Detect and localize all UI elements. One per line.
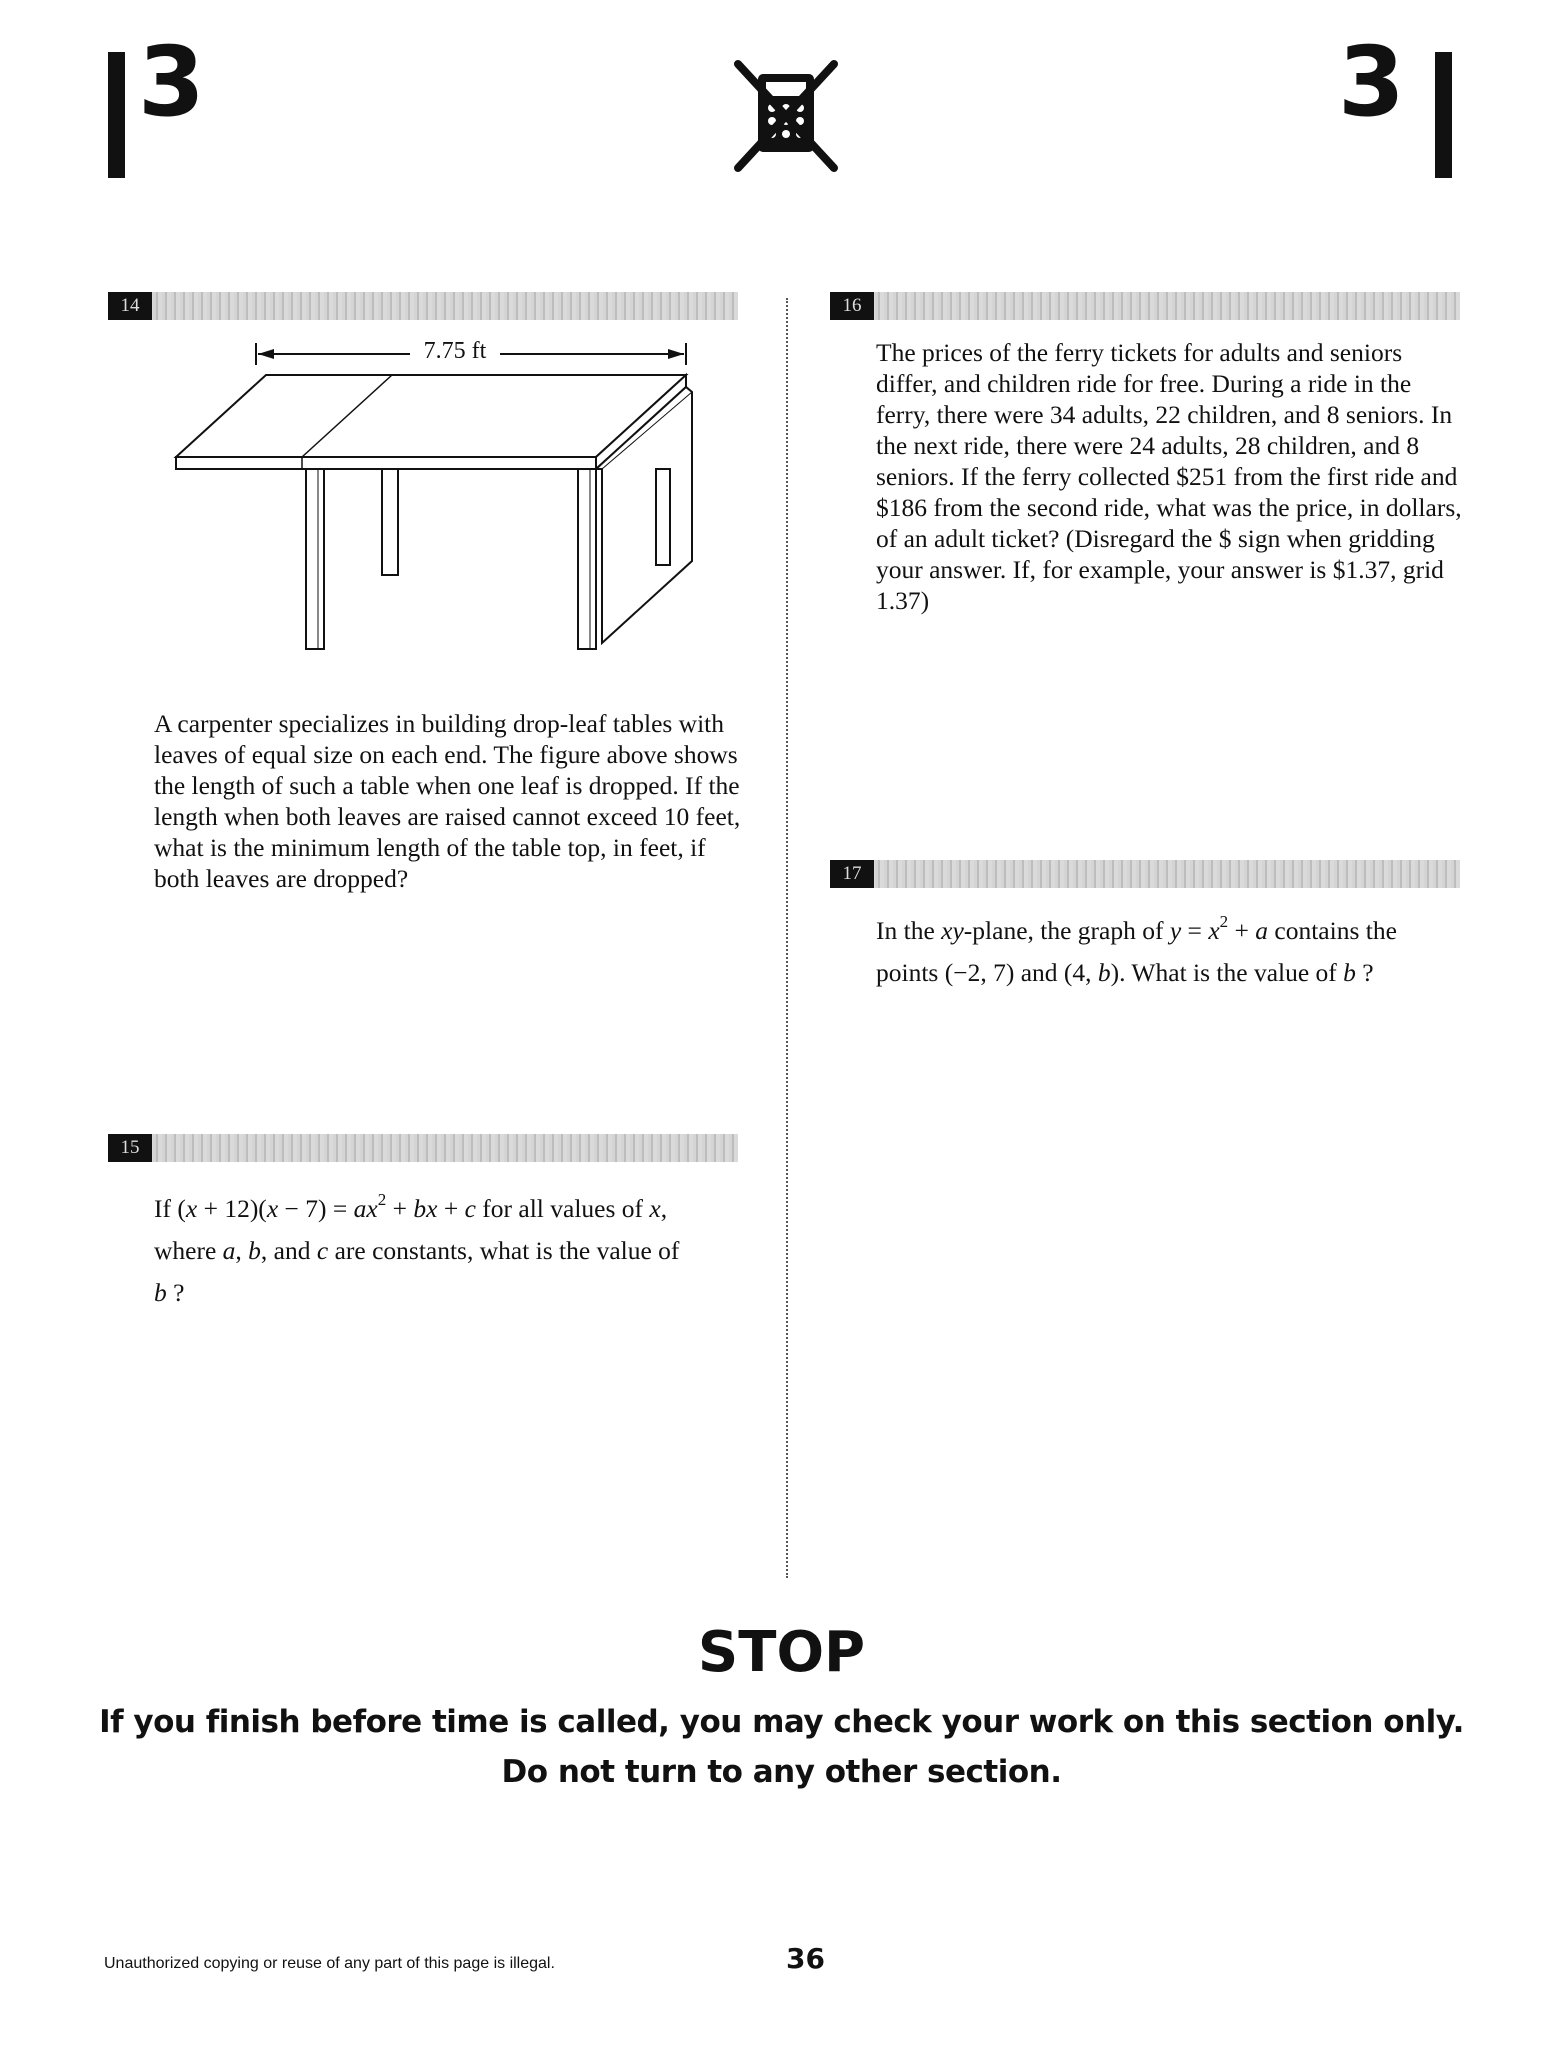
- question-bar-15: [108, 1134, 738, 1162]
- figure-dimension-label: 7.75 ft: [410, 336, 500, 366]
- column-divider: [786, 298, 788, 1578]
- drop-leaf-table-figure: [170, 335, 710, 665]
- question-text-17: [876, 910, 1476, 994]
- question-15-line-3: b ?: [154, 1278, 185, 1307]
- question-bar-16: [830, 292, 1460, 320]
- stop-instruction-line-1: If you finish before time is called, you may check your work on this section only.: [99, 1704, 1464, 1740]
- question-text-16: The prices of the ferry tickets for adults and seniors differ, and children ride for free. During a ride in the ferry, there were 34 adults, 22 children, and 8 seniors. In the next ride, there were 24 adults, 28 children, and 8 seniors. If the ferry collected $251 from the first ride and $186 from the second ride, what was the price, in dollars, of an adult ticket? (Disregard the $ sign when gridding your answer. If, for example, your answer is $1.37, grid 1.37): [876, 338, 1462, 615]
- no-calculator-icon: [728, 58, 844, 176]
- question-text-14: A carpenter specializes in building drop-leaf tables with leaves of equal size on each end. The figure above shows the length of such a table when one leaf is dropped. If the length when both leaves are raised cannot exceed 10 feet, what is the minimum length of the table top, in feet, if both leaves are dropped?: [154, 709, 741, 893]
- section-bar-right: [1435, 52, 1452, 178]
- section-number-left: 3: [138, 26, 203, 138]
- copyright-notice: Unauthorized copying or reuse of any part of this page is illegal.: [104, 1955, 555, 1972]
- question-number-15: 15: [108, 1134, 152, 1162]
- stop-title: STOP: [697, 1620, 866, 1685]
- page-number: 36: [786, 1942, 825, 1975]
- question-17-line-1: In the xy-plane, the graph of $y = x^2 + a$ contains the: [876, 912, 1397, 945]
- question-15-line-2: where a, b, and c are constants, what is the value of: [154, 1236, 680, 1265]
- question-number-14: 14: [108, 292, 152, 320]
- question-bar-14: [108, 292, 738, 320]
- question-number-17: 17: [830, 860, 874, 888]
- section-number-right: 3: [1338, 26, 1403, 138]
- question-bar-17: [830, 860, 1460, 888]
- question-number-16: 16: [830, 292, 874, 320]
- question-15-line-1: If $(x + 12)(x - 7) = ax^2$ + bx + c for all values of x,: [154, 1190, 668, 1223]
- question-17-line-2: points (−2, 7) and (4, b). What is the value of b ?: [876, 958, 1374, 987]
- stop-instruction-line-2: Do not turn to any other section.: [501, 1754, 1062, 1790]
- section-bar-left: [108, 52, 125, 178]
- question-text-15: [154, 1188, 754, 1314]
